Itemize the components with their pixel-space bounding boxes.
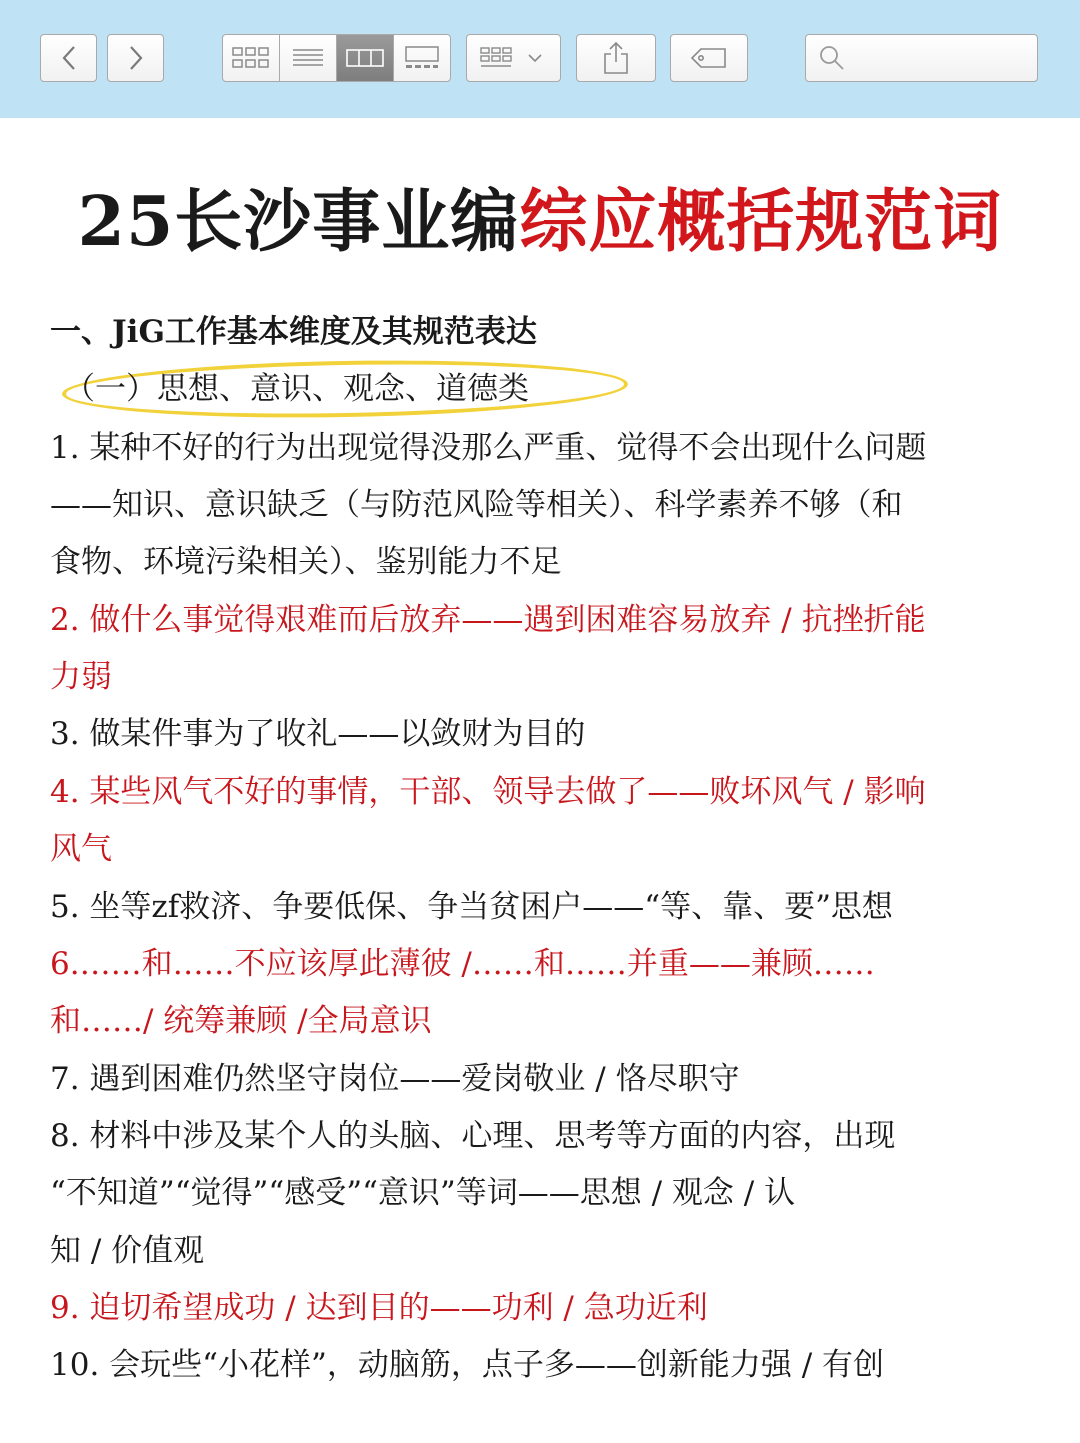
search-field[interactable] — [805, 34, 1038, 82]
list-item-1-line-2: ——知识、意识缺乏（与防范风险等相关）、科学素养不够（和 — [50, 487, 903, 523]
grid-view-icon — [231, 46, 271, 70]
section-subheading: （一）思想、意识、观念、道德类 — [64, 371, 529, 407]
view-mode-switcher — [222, 34, 451, 82]
list-item-4-line-1: 4. 某些风气不好的事情，干部、领导去做了——败坏风气 / 影响 — [50, 774, 926, 810]
chevron-left-icon — [59, 44, 79, 72]
group-by-button[interactable] — [466, 34, 561, 82]
list-item-3: 3. 做某件事为了收礼——以敛财为目的 — [50, 716, 586, 752]
section-heading: 一、JiG工作基本维度及其规范表达 — [50, 314, 537, 350]
grid-view-button[interactable] — [223, 35, 280, 81]
forward-button[interactable] — [107, 34, 164, 82]
share-icon — [601, 40, 631, 76]
finder-toolbar — [0, 0, 1080, 118]
list-item-8-line-1: 8. 材料中涉及某个人的头脑、心理、思考等方面的内容，出现 — [50, 1118, 896, 1154]
page-title — [0, 168, 1080, 265]
gallery-view-button[interactable] — [394, 35, 450, 81]
list-item-9: 9. 迫切希望成功 / 达到目的——功利 / 急功近利 — [50, 1290, 708, 1326]
list-item-8-line-2: “不知道”“觉得”“感受”“意识”等词——思想 / 观念 / 认 — [50, 1175, 796, 1211]
title-black-part: 25长沙事业编 — [77, 182, 520, 262]
list-view-button[interactable] — [280, 35, 337, 81]
chevron-right-icon — [126, 44, 146, 72]
list-item-1-line-1: 1. 某种不好的行为出现觉得没那么严重、觉得不会出现什么问题 — [50, 430, 927, 466]
column-view-icon — [345, 46, 385, 70]
list-item-8-line-3: 知 / 价值观 — [50, 1233, 205, 1269]
share-button[interactable] — [576, 34, 656, 82]
list-item-6-line-1: 6.……和……不应该厚此薄彼 /……和……并重——兼顾…… — [50, 946, 875, 982]
list-item-2-line-2: 力弱 — [50, 659, 112, 695]
search-icon — [818, 44, 846, 72]
title-red-part: 综应概括规范词 — [519, 182, 1003, 262]
gallery-view-icon — [402, 45, 442, 71]
list-item-6-line-2: 和……/ 统筹兼顾 /全局意识 — [50, 1003, 432, 1039]
list-view-icon — [291, 46, 325, 70]
list-item-10: 10. 会玩些“小花样”，动脑筋，点子多——创新能力强 / 有创 — [50, 1347, 885, 1383]
tag-icon — [689, 46, 729, 70]
list-item-2-line-1: 2. 做什么事觉得艰难而后放弃——遇到困难容易放弃 / 抗挫折能 — [50, 602, 926, 638]
list-item-5: 5. 坐等zf救济、争要低保、争当贫困户——“等、靠、要”思想 — [50, 889, 893, 925]
list-item-4-line-2: 风气 — [50, 831, 112, 867]
list-item-7: 7. 遇到困难仍然坚守岗位——爱岗敬业 / 恪尽职守 — [50, 1061, 740, 1097]
list-item-1-line-3: 食物、环境污染相关）、鉴别能力不足 — [50, 544, 562, 580]
group-by-icon — [479, 45, 549, 71]
tag-button[interactable] — [670, 34, 748, 82]
back-button[interactable] — [40, 34, 97, 82]
column-view-button[interactable] — [337, 35, 394, 81]
